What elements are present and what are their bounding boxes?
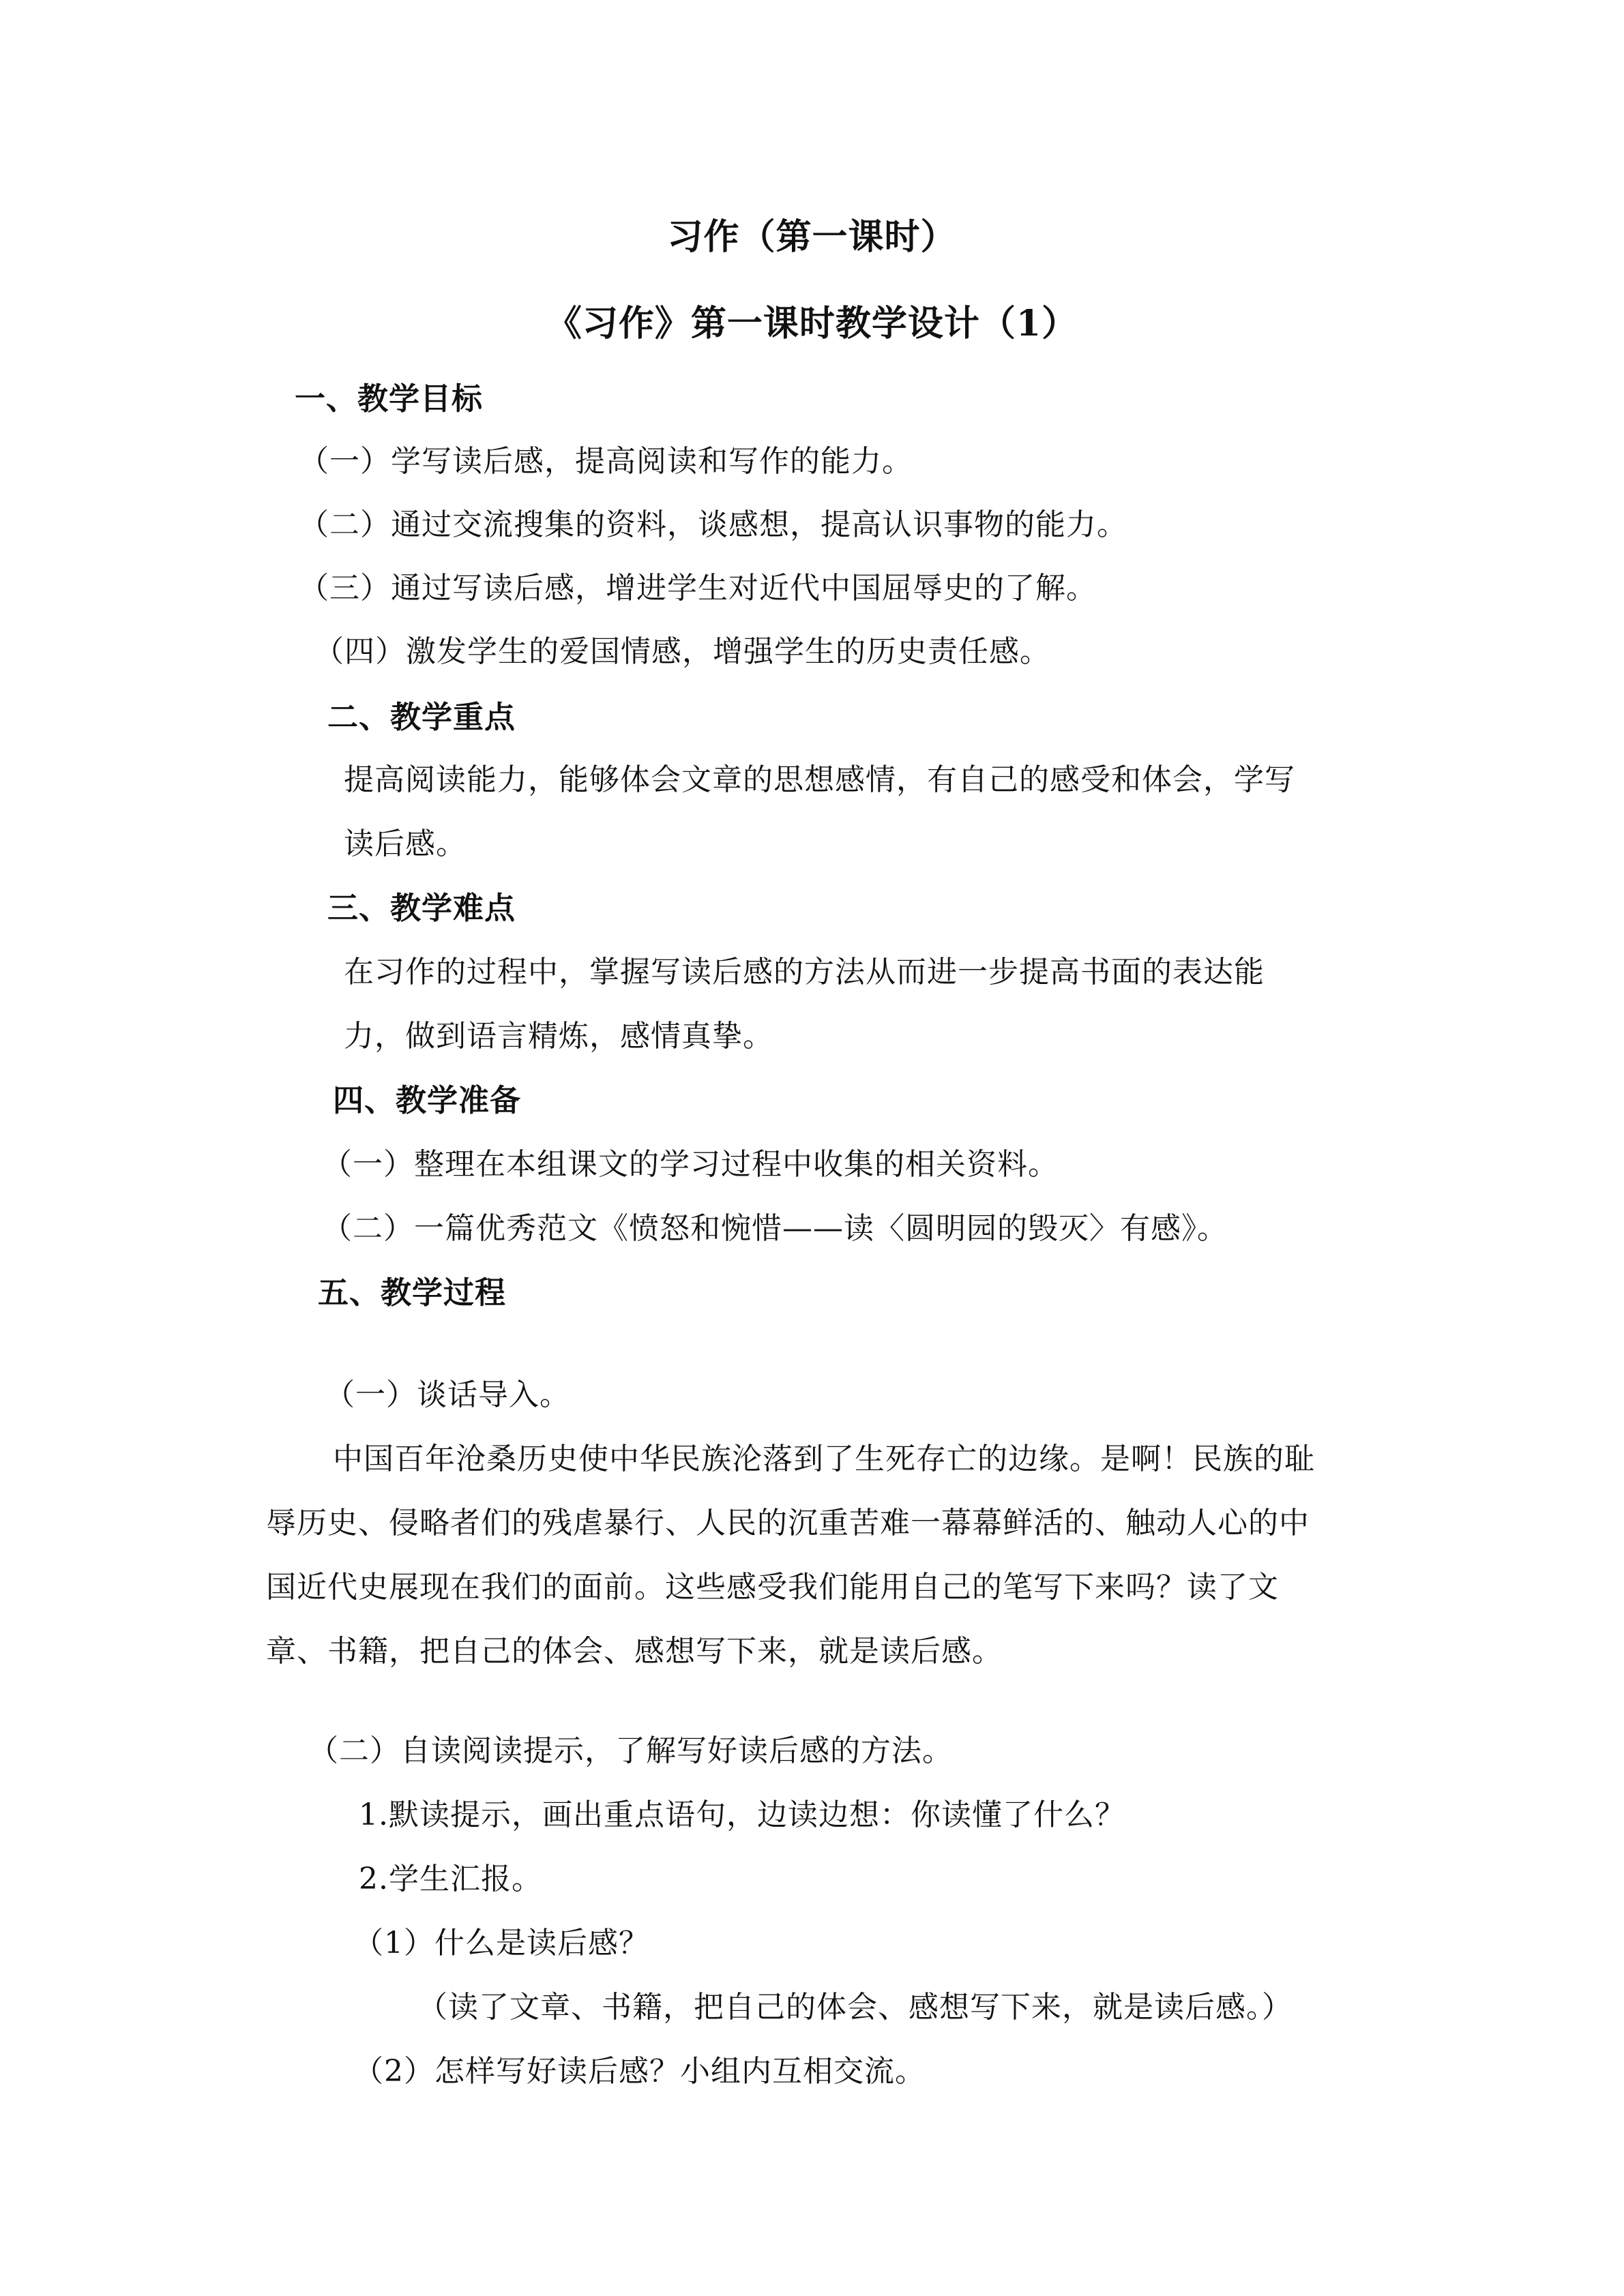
process-question: （2）怎样写好读后感？小组内互相交流。 (353, 2054, 926, 2089)
objective-item: （一）学写读后感，提高阅读和写作的能力。 (299, 444, 913, 479)
process-part1-paragraph-line: 章、书籍，把自己的体会、感想写下来，就是读后感。 (266, 1634, 1003, 1669)
process-part1-paragraph-line: 中国百年沧桑历史使中华民族沦落到了生死存亡的边缘。是啊！民族的耻 (333, 1442, 1315, 1476)
difficulties-line: 力，做到语言精炼，感情真挚。 (344, 1019, 773, 1054)
document-title: 习作（第一课时） (667, 216, 957, 258)
objective-item: （四）激发学生的爱国情感，增强学生的历史责任感。 (314, 634, 1050, 669)
key-points-line: 读后感。 (344, 826, 467, 861)
section-heading-key-points: 二、教学重点 (327, 699, 516, 735)
section-heading-preparation: 四、教学准备 (333, 1082, 522, 1118)
process-question: （1）什么是读后感？ (353, 1926, 649, 1960)
process-part2-heading: （二）自读阅读提示，了解写好读后感的方法。 (308, 1733, 953, 1768)
preparation-item: （一）整理在本组课文的学习过程中收集的相关资料。 (322, 1147, 1059, 1182)
section-heading-difficulties: 三、教学难点 (327, 890, 516, 926)
preparation-item: （二）一篇优秀范文《愤怒和惋惜——读〈圆明园的毁灭〉有感》。 (322, 1211, 1228, 1246)
process-step: 2.学生汇报。 (359, 1862, 542, 1896)
objective-item: （二）通过交流搜集的资料，谈感想，提高认识事物的能力。 (299, 507, 1127, 542)
section-heading-objectives: 一、教学目标 (295, 381, 484, 417)
section-heading-process: 五、教学过程 (318, 1274, 507, 1311)
process-part1-heading: （一）谈话导入。 (325, 1377, 570, 1412)
process-part1-paragraph-line: 辱历史、侵略者们的残虐暴行、人民的沉重苦难一幕幕鲜活的、触动人心的中 (266, 1506, 1310, 1540)
document-subtitle: 《习作》第一课时教学设计（1） (546, 303, 1078, 344)
process-part1-paragraph-line: 国近代史展现在我们的面前。这些感受我们能用自己的笔写下来吗？读了文 (266, 1570, 1279, 1605)
process-step: 1.默读提示，画出重点语句，边读边想：你读懂了什么？ (359, 1798, 1125, 1832)
objective-item: （三）通过写读后感，增进学生对近代中国屈辱史的了解。 (299, 571, 1097, 606)
difficulties-line: 在习作的过程中，掌握写读后感的方法从而进一步提高书面的表达能 (344, 955, 1265, 989)
key-points-line: 提高阅读能力，能够体会文章的思想感情，有自己的感受和体会，学写 (344, 762, 1295, 797)
process-answer: （读了文章、书籍，把自己的体会、感想写下来，就是读后感。） (417, 1990, 1293, 2025)
